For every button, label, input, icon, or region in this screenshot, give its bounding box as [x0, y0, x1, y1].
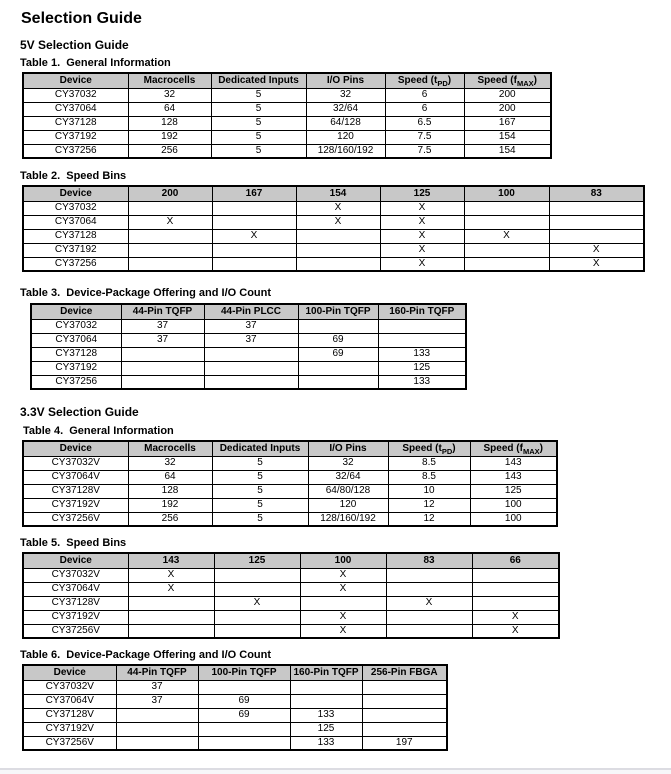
- column-header: Macrocells: [128, 441, 212, 456]
- device-cell: CY37256V: [23, 736, 116, 750]
- column-header: Device: [23, 553, 128, 568]
- device-cell: CY37064: [23, 102, 128, 116]
- table-cell: X: [296, 201, 380, 215]
- table-row: [23, 568, 559, 582]
- table-row: [23, 88, 551, 102]
- table-cell: 69: [198, 708, 290, 722]
- table-cell: [198, 722, 290, 736]
- table-cell: 125: [378, 361, 466, 375]
- column-header: 100: [300, 553, 386, 568]
- header-row: [23, 186, 644, 201]
- column-header: Dedicated Inputs: [212, 441, 308, 456]
- table-cell: [198, 736, 290, 750]
- data-table: [22, 185, 645, 272]
- table-row: [31, 319, 466, 333]
- table-row: [23, 243, 644, 257]
- table-cell: 154: [464, 130, 551, 144]
- table-cell: [298, 375, 378, 389]
- data-table: [22, 664, 448, 751]
- table-cell: 5: [212, 470, 308, 484]
- table-cell: 197: [362, 736, 447, 750]
- table-row: [23, 215, 644, 229]
- device-cell: CY37064: [31, 333, 121, 347]
- table-cell: [386, 582, 472, 596]
- table-cell: 133: [290, 736, 362, 750]
- table-cell: 154: [464, 144, 551, 158]
- column-header: I/O Pins: [308, 441, 388, 456]
- page-title: Selection Guide: [21, 10, 142, 27]
- column-header: Speed $(f_{MAX})$: [464, 73, 551, 88]
- table-cell: 6.5: [385, 116, 464, 130]
- table-cell: 167: [464, 116, 551, 130]
- data-table: [30, 303, 467, 390]
- table-cell: [300, 596, 386, 610]
- table-cell: 192: [128, 498, 212, 512]
- column-header: 100-Pin TQFP: [198, 665, 290, 680]
- device-cell: CY37128V: [23, 708, 116, 722]
- table-cell: X: [386, 596, 472, 610]
- table-row: [31, 347, 466, 361]
- table-cell: 128: [128, 484, 212, 498]
- device-cell: CY37192: [23, 243, 128, 257]
- device-cell: CY37064V: [23, 694, 116, 708]
- device-cell: CY37128: [23, 116, 128, 130]
- column-header: I/O Pins: [306, 73, 385, 88]
- device-cell: CY37032: [31, 319, 121, 333]
- table-cell: [362, 694, 447, 708]
- table-cell: 100: [470, 498, 557, 512]
- table-cell: X: [128, 568, 214, 582]
- table-cell: 8.5: [388, 456, 470, 470]
- viewer-background: [0, 770, 671, 774]
- table-cell: [212, 215, 296, 229]
- device-cell: CY37128: [31, 347, 121, 361]
- column-header: 143: [128, 553, 214, 568]
- table-cell: [386, 624, 472, 638]
- table-cell: 37: [116, 680, 198, 694]
- column-header: Speed $(f_{MAX})$: [470, 441, 557, 456]
- table-row: [23, 708, 447, 722]
- header-row: [23, 553, 559, 568]
- table-cell: 64/80/128: [308, 484, 388, 498]
- table3-caption: Table 3. Device-Package Offering and I/O Count: [20, 287, 272, 299]
- table-cell: X: [128, 215, 212, 229]
- device-cell: CY37032: [23, 88, 128, 102]
- table-row: [23, 582, 559, 596]
- table-cell: 5: [211, 102, 306, 116]
- device-cell: CY37128: [23, 229, 128, 243]
- table-cell: 5: [211, 88, 306, 102]
- table-cell: 128/160/192: [308, 512, 388, 526]
- table-cell: [386, 610, 472, 624]
- data-table: [22, 440, 558, 527]
- column-header: Macrocells: [128, 73, 211, 88]
- table-cell: [204, 375, 298, 389]
- table-cell: [378, 333, 466, 347]
- table-row: [23, 596, 559, 610]
- table-cell: 143: [470, 456, 557, 470]
- table-cell: 37: [121, 319, 204, 333]
- table-cell: 133: [378, 347, 466, 361]
- header-row: [23, 441, 557, 456]
- table-row: [23, 130, 551, 144]
- table-cell: 37: [204, 319, 298, 333]
- table-row: [23, 470, 557, 484]
- table-cell: [296, 229, 380, 243]
- device-cell: CY37064V: [23, 470, 128, 484]
- table-cell: [128, 243, 212, 257]
- device-cell: CY37192V: [23, 498, 128, 512]
- table-cell: 5: [211, 144, 306, 158]
- table-cell: 192: [128, 130, 211, 144]
- table-cell: [298, 319, 378, 333]
- table-cell: X: [296, 215, 380, 229]
- table-cell: [290, 680, 362, 694]
- device-cell: CY37064V: [23, 582, 128, 596]
- table-cell: [549, 229, 644, 243]
- table-row: [31, 361, 466, 375]
- table-row: [23, 610, 559, 624]
- device-cell: CY37256: [23, 257, 128, 271]
- table-cell: 32/64: [306, 102, 385, 116]
- column-header: 44-Pin TQFP: [121, 304, 204, 319]
- table-cell: X: [472, 610, 559, 624]
- table-cell: X: [300, 610, 386, 624]
- column-header: 200: [128, 186, 212, 201]
- table-cell: 12: [388, 498, 470, 512]
- table-cell: 7.5: [385, 130, 464, 144]
- table-cell: [362, 722, 447, 736]
- table-row: [23, 512, 557, 526]
- table-cell: [198, 680, 290, 694]
- table-cell: X: [380, 243, 464, 257]
- column-header: 100-Pin TQFP: [298, 304, 378, 319]
- table-cell: 128: [128, 116, 211, 130]
- table-cell: X: [380, 229, 464, 243]
- table1-general-information: [22, 72, 671, 159]
- table-cell: [362, 680, 447, 694]
- table-cell: [386, 568, 472, 582]
- table-cell: [472, 596, 559, 610]
- table-cell: 32: [306, 88, 385, 102]
- column-header: 66: [472, 553, 559, 568]
- table-cell: X: [300, 582, 386, 596]
- table-cell: X: [380, 201, 464, 215]
- table5-caption: Table 5. Speed Bins: [20, 537, 127, 549]
- table-cell: 64/128: [306, 116, 385, 130]
- device-cell: CY37064: [23, 215, 128, 229]
- table-cell: [121, 361, 204, 375]
- column-header: 83: [549, 186, 644, 201]
- table-row: [23, 484, 557, 498]
- table-cell: X: [472, 624, 559, 638]
- table-cell: X: [380, 215, 464, 229]
- table2-caption: Table 2. Speed Bins: [20, 170, 127, 182]
- table-cell: 5: [211, 130, 306, 144]
- table-cell: [214, 624, 300, 638]
- table-cell: [472, 568, 559, 582]
- device-cell: CY37128V: [23, 484, 128, 498]
- table-cell: 120: [308, 498, 388, 512]
- column-header: 256-Pin FBGA: [362, 665, 447, 680]
- table-cell: 69: [198, 694, 290, 708]
- table-cell: 32: [308, 456, 388, 470]
- table-cell: 10: [388, 484, 470, 498]
- table-cell: 32: [128, 456, 212, 470]
- table-cell: [121, 375, 204, 389]
- column-header: 160-Pin TQFP: [378, 304, 466, 319]
- column-header: 83: [386, 553, 472, 568]
- table-cell: [362, 708, 447, 722]
- table6-caption: Table 6. Device-Package Offering and I/O Count: [20, 649, 272, 661]
- column-header: Speed $(t_{PD})$: [388, 441, 470, 456]
- data-table: [22, 552, 560, 639]
- column-header: Device: [31, 304, 121, 319]
- table-cell: 12: [388, 512, 470, 526]
- device-cell: CY37032: [23, 201, 128, 215]
- table-cell: [290, 694, 362, 708]
- device-cell: CY37192V: [23, 722, 116, 736]
- device-cell: CY37192: [31, 361, 121, 375]
- table-cell: X: [214, 596, 300, 610]
- table-cell: [298, 361, 378, 375]
- table-cell: X: [549, 243, 644, 257]
- table-cell: [116, 722, 198, 736]
- device-cell: CY37032V: [23, 456, 128, 470]
- column-header: Speed $(t_{PD})$: [385, 73, 464, 88]
- table-cell: 256: [128, 144, 211, 158]
- table-row: [23, 229, 644, 243]
- header-row: [31, 304, 466, 319]
- column-header: 154: [296, 186, 380, 201]
- table-cell: 69: [298, 333, 378, 347]
- table-cell: [296, 257, 380, 271]
- column-header: 125: [380, 186, 464, 201]
- table-cell: [464, 243, 549, 257]
- table-cell: [128, 201, 212, 215]
- table-cell: [472, 582, 559, 596]
- column-header: Device: [23, 665, 116, 680]
- table-cell: [464, 201, 549, 215]
- table-row: [23, 624, 559, 638]
- table-row: [23, 102, 551, 116]
- table-cell: 37: [116, 694, 198, 708]
- column-header: Dedicated Inputs: [211, 73, 306, 88]
- device-cell: CY37192: [23, 130, 128, 144]
- table-cell: 64: [128, 102, 211, 116]
- table-cell: [464, 257, 549, 271]
- table-cell: 133: [290, 708, 362, 722]
- table-cell: 8.5: [388, 470, 470, 484]
- table-cell: [128, 229, 212, 243]
- table-cell: 69: [298, 347, 378, 361]
- table-cell: [378, 319, 466, 333]
- table-cell: [296, 243, 380, 257]
- table-cell: 5: [212, 456, 308, 470]
- table-cell: [214, 610, 300, 624]
- column-header: 160-Pin TQFP: [290, 665, 362, 680]
- column-header: 44-Pin PLCC: [204, 304, 298, 319]
- table-cell: [121, 347, 204, 361]
- table-cell: [128, 596, 214, 610]
- table-cell: 6: [385, 102, 464, 116]
- table-cell: X: [380, 257, 464, 271]
- table-cell: 5: [212, 512, 308, 526]
- device-cell: CY37256: [23, 144, 128, 158]
- section-heading-3v3: 3.3V Selection Guide: [20, 405, 139, 419]
- table-cell: 37: [121, 333, 204, 347]
- table3-device-package-offering: [30, 303, 671, 390]
- table4-caption: Table 4. General Information: [23, 425, 174, 437]
- table-row: [23, 144, 551, 158]
- table-cell: [212, 257, 296, 271]
- table-cell: [204, 361, 298, 375]
- table-cell: 125: [470, 484, 557, 498]
- table-cell: [128, 257, 212, 271]
- table-row: [23, 680, 447, 694]
- table-cell: X: [300, 568, 386, 582]
- device-cell: CY37032V: [23, 680, 116, 694]
- table-cell: X: [212, 229, 296, 243]
- device-cell: CY37192V: [23, 610, 128, 624]
- table-cell: X: [549, 257, 644, 271]
- table-cell: 200: [464, 102, 551, 116]
- table-cell: 128/160/192: [306, 144, 385, 158]
- table-cell: 5: [211, 116, 306, 130]
- table-cell: 32/64: [308, 470, 388, 484]
- table-cell: [214, 582, 300, 596]
- table-cell: 143: [470, 470, 557, 484]
- table-cell: 125: [290, 722, 362, 736]
- table-cell: [212, 201, 296, 215]
- device-cell: CY37128V: [23, 596, 128, 610]
- column-header: 125: [214, 553, 300, 568]
- column-header: Device: [23, 73, 128, 88]
- table5-speed-bins: [22, 552, 671, 639]
- table-cell: 32: [128, 88, 211, 102]
- table-row: [23, 201, 644, 215]
- column-header: 100: [464, 186, 549, 201]
- table-cell: 37: [204, 333, 298, 347]
- table-cell: X: [128, 582, 214, 596]
- table-cell: [549, 201, 644, 215]
- table-cell: [212, 243, 296, 257]
- table-cell: 5: [212, 498, 308, 512]
- table-cell: [549, 215, 644, 229]
- device-cell: CY37032V: [23, 568, 128, 582]
- column-header: Device: [23, 441, 128, 456]
- device-cell: CY37256V: [23, 512, 128, 526]
- table-cell: [116, 708, 198, 722]
- table-row: [23, 722, 447, 736]
- data-table: [22, 72, 552, 159]
- table-cell: 256: [128, 512, 212, 526]
- table-cell: 200: [464, 88, 551, 102]
- table-row: [23, 694, 447, 708]
- section-heading-5v: 5V Selection Guide: [20, 38, 129, 52]
- table-cell: [116, 736, 198, 750]
- table2-speed-bins: [22, 185, 671, 272]
- device-cell: CY37256V: [23, 624, 128, 638]
- table-cell: 7.5: [385, 144, 464, 158]
- header-row: [23, 665, 447, 680]
- table-row: [23, 736, 447, 750]
- table-cell: [128, 610, 214, 624]
- table-cell: 120: [306, 130, 385, 144]
- device-cell: CY37256: [31, 375, 121, 389]
- table-cell: [214, 568, 300, 582]
- table-cell: 6: [385, 88, 464, 102]
- table-cell: 133: [378, 375, 466, 389]
- table-cell: [204, 347, 298, 361]
- table-row: [31, 375, 466, 389]
- table-cell: 5: [212, 484, 308, 498]
- table-cell: 64: [128, 470, 212, 484]
- table-row: [31, 333, 466, 347]
- header-row: [23, 73, 551, 88]
- table1-caption: Table 1. General Information: [20, 57, 171, 69]
- table-cell: [128, 624, 214, 638]
- table-row: [23, 498, 557, 512]
- table-row: [23, 456, 557, 470]
- table-cell: [464, 215, 549, 229]
- table4-general-information: [22, 440, 671, 527]
- table-row: [23, 257, 644, 271]
- column-header: 167: [212, 186, 296, 201]
- table-row: [23, 116, 551, 130]
- column-header: Device: [23, 186, 128, 201]
- table-cell: 100: [470, 512, 557, 526]
- column-header: 44-Pin TQFP: [116, 665, 198, 680]
- table6-device-package-offering: [22, 664, 671, 751]
- table-cell: X: [300, 624, 386, 638]
- table-cell: X: [464, 229, 549, 243]
